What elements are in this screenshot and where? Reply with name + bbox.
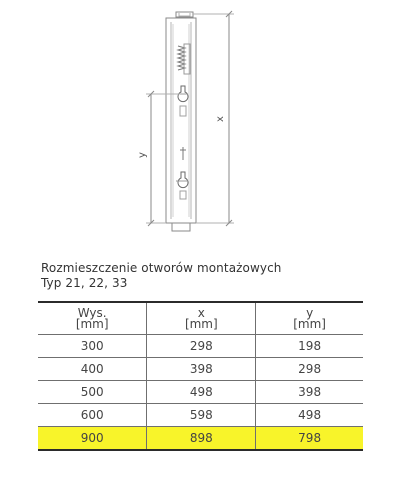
lower-hanger-slot	[180, 191, 186, 199]
cell-height: 300	[38, 335, 147, 358]
table-header-row	[38, 302, 363, 335]
table-row	[38, 335, 363, 358]
cell-height: 400	[38, 358, 147, 381]
header-height: Wys. [mm]	[38, 302, 147, 335]
cell-x: 398	[147, 358, 256, 381]
y-dimension-label: y	[137, 152, 148, 158]
cell-height: 500	[38, 381, 147, 404]
cell-y: 498	[256, 404, 363, 427]
x-dimension-label: x	[215, 116, 226, 122]
cell-y: 798	[256, 427, 363, 451]
lower-keyhole-icon	[178, 172, 188, 188]
cell-y: 298	[256, 358, 363, 381]
cell-x: 298	[147, 335, 256, 358]
cell-x: 498	[147, 381, 256, 404]
caption-type: Typ 21, 22, 33	[41, 276, 128, 290]
table-row	[38, 381, 363, 404]
table-row	[38, 404, 363, 427]
top-clip-inner	[179, 13, 190, 16]
caption-title: Rozmieszczenie otworów montażowych	[41, 261, 282, 275]
cell-y: 198	[256, 335, 363, 358]
cell-x: 898	[147, 427, 256, 451]
table-row	[38, 358, 363, 381]
cell-y: 398	[256, 381, 363, 404]
upper-hanger-slot	[180, 106, 186, 116]
header-y: y [mm]	[256, 302, 363, 335]
bottom-foot	[172, 223, 190, 231]
header-x: x [mm]	[147, 302, 256, 335]
cell-height: 600	[38, 404, 147, 427]
mounting-holes-table	[38, 301, 363, 451]
table-row-highlighted	[38, 427, 363, 451]
cell-height: 900	[38, 427, 147, 451]
cell-x: 598	[147, 404, 256, 427]
